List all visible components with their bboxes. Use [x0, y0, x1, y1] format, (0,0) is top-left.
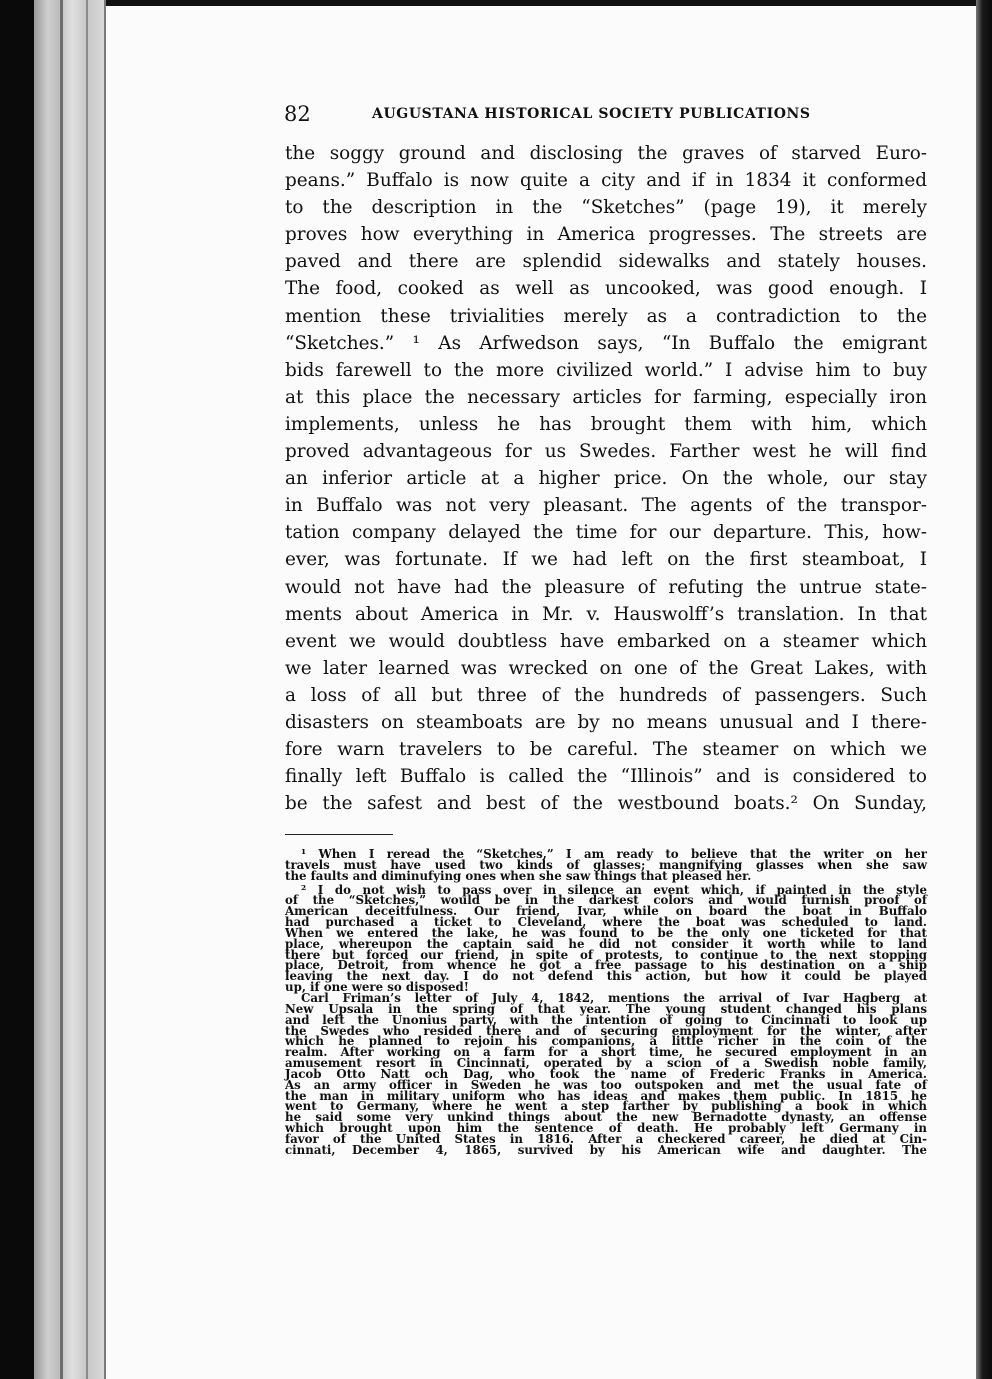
body-text — [285, 140, 927, 817]
body-line: “Sketches.” ¹ As Arfwedson says, “In Buffalo the emigrant — [285, 332, 927, 354]
book-edge-line — [86, 0, 88, 1379]
footnote-line: ² I do not wish to pass over in silence an event which, if painted in the style — [301, 882, 927, 897]
footnote-line: leaving the next day. I do not defend this action, but how it could be played — [285, 969, 927, 984]
scan-left-border — [0, 0, 34, 1379]
footnote-line: New Upsala in the spring of that year. The young student changed his plans — [285, 1001, 927, 1016]
body-line: implements, unless he has brought them with him, which — [285, 413, 927, 435]
body-line: be the safest and best of the westbound boats.² On Sunday, — [285, 793, 927, 815]
footnote-line: which brought upon him the sentence of death. He probably left Germany in — [285, 1121, 927, 1136]
footnote-line: favor of the United States in 1816. After a checkered career, he died at Cin- — [285, 1131, 927, 1146]
footnote-line: the Swedes who resided there and of securing employment for the winter, after — [285, 1023, 927, 1038]
footnote-1 — [285, 849, 927, 882]
body-line: disasters on steamboats are by no means unusual and I there- — [285, 711, 927, 733]
body-line: event we would doubtless have embarked on a steamer which — [285, 630, 927, 652]
footnote-line: he said some very unkind things about the new Bernadotte dynasty, an offense — [285, 1110, 927, 1125]
footnote-2-continuation — [285, 990, 927, 1157]
footnote-line: and left the Unonius party, with the intention of going to Cincinnati to look up — [285, 1012, 927, 1027]
footnote-line: place, Detroit, from whence he got a free passage to his destination on a ship — [285, 958, 927, 973]
footnote-line: of the “Sketches,” would be in the darkest colors and would furnish proof of — [285, 893, 927, 908]
body-line: in Buffalo was not very pleasant. The agents of the transpor- — [285, 495, 927, 517]
footnote-line: realm. After working on a farm for a short time, he secured employment in an — [285, 1045, 927, 1060]
body-line: paved and there are splendid sidewalks and stately houses. — [285, 251, 927, 273]
body-line: finally left Buffalo is called the “Illinois” and is considered to — [285, 766, 927, 788]
footnote-line: When we entered the lake, he was found to be the only one ticketed for that — [285, 925, 927, 940]
page-header — [284, 100, 934, 134]
footnote-line: travels must have used two kinds of glasses; mangnifying glasses when she saw — [285, 857, 927, 872]
footnote-line: American deceitfulness. Our friend, Ivar, while on board the boat in Buffalo — [285, 904, 927, 919]
footnote-line: amusement resort in Cincinnati, operated by a scion of a Swedish noble family, — [285, 1056, 927, 1071]
body-line: proves how everything in America progresses. The streets are — [285, 224, 927, 246]
footnote-separator-rule — [285, 834, 393, 835]
scan-right-border — [976, 0, 992, 1379]
footnote-line: went to Germany, where he went a step farther by publishing a book in which — [285, 1099, 927, 1114]
footnote-line: As an army officer in Sweden he was too outspoken and met the usual fate of — [285, 1077, 927, 1092]
body-line: we later learned was wrecked on one of the Great Lakes, with — [285, 657, 927, 679]
body-line: would not have had the pleasure of refuting the untrue state- — [285, 576, 927, 598]
footnote-line: up, if one were so disposed! — [285, 980, 469, 995]
body-line: bids farewell to the more civilized world.” I advise him to buy — [285, 359, 927, 381]
footnote-line: Jacob Otto Natt och Dag, who took the name of Frederic Franks in America. — [285, 1066, 927, 1081]
footnote-line: the man in military uniform who has ideas and makes them public. In 1815 he — [285, 1088, 927, 1103]
book-page-edges — [34, 0, 106, 1379]
body-line: The food, cooked as well as uncooked, was good enough. I — [285, 278, 927, 300]
footnote-2 — [285, 882, 927, 995]
footnotes — [285, 849, 927, 1156]
footnote-line: which he planned to rejoin his companions, a little richer in the coin of the — [285, 1034, 927, 1049]
page-number: 82 — [284, 102, 311, 126]
book-edge-line — [60, 0, 63, 1379]
body-line: proved advantageous for us Swedes. Farther west he will find — [285, 441, 927, 463]
body-line: ever, was fortunate. If we had left on the first steamboat, I — [285, 549, 927, 571]
running-head: AUGUSTANA HISTORICAL SOCIETY PUBLICATIONS — [372, 106, 811, 122]
footnote-line: the faults and diminufying ones when she saw things that pleased her. — [285, 868, 752, 883]
body-line: ments about America in Mr. v. Hauswolff’s translation. In that — [285, 603, 927, 625]
body-line: the soggy ground and disclosing the graves of starved Euro- — [285, 143, 927, 164]
footnote-line: Carl Friman’s letter of July 4, 1842, mentions the arrival of Ivar Hagberg at — [301, 990, 927, 1005]
footnote-line: had purchased a ticket to Cleveland, where the boat was scheduled to land. — [285, 915, 927, 930]
body-line: an inferior article at a higher price. On the whole, our stay — [285, 468, 927, 490]
body-line: peans.” Buffalo is now quite a city and if in 1834 it conformed — [285, 170, 927, 192]
footnote-line: ¹ When I reread the “Sketches,” I am ready to believe that the writer on her — [301, 847, 927, 861]
footnote-line: place, whereupon the captain said he did not consider it worth while to land — [285, 936, 927, 951]
body-line: fore warn travelers to be careful. The steamer on which we — [285, 739, 927, 761]
body-line: at this place the necessary articles for farming, especially iron — [285, 386, 927, 408]
footnote-line: cinnati, December 4, 1865, survived by his American wife and daughter. The — [285, 1142, 927, 1157]
footnote-line: there but forced our friend, in spite of protests, to continue to the next stopping — [285, 947, 927, 962]
body-line: tation company delayed the time for our departure. This, how- — [285, 522, 927, 544]
body-line: to the description in the “Sketches” (page 19), it merely — [285, 197, 927, 219]
body-line: a loss of all but three of the hundreds of passengers. Such — [285, 684, 927, 706]
body-line: mention these trivialities merely as a contradiction to the — [285, 305, 927, 327]
